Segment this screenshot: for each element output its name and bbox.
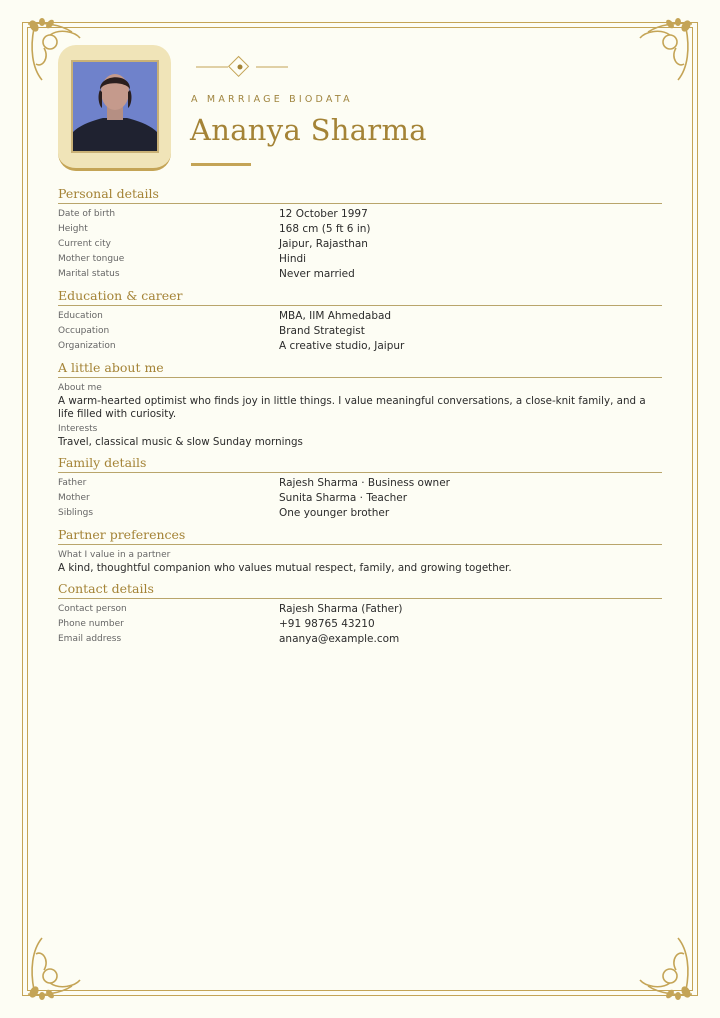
- section-contact-details: [58, 581, 662, 647]
- detail-row: [58, 207, 662, 222]
- diamond-divider-icon: [196, 55, 288, 79]
- section-title: A little about me: [58, 360, 662, 378]
- detail-value: One younger brother: [279, 507, 390, 519]
- detail-row: [58, 222, 662, 237]
- section-title: Personal details: [58, 186, 662, 204]
- detail-label: Mother tongue: [58, 254, 125, 264]
- detail-row: [58, 602, 662, 617]
- detail-label: Education: [58, 311, 103, 321]
- detail-row: [58, 267, 662, 282]
- detail-value: MBA, IIM Ahmedabad: [279, 310, 392, 322]
- detail-value: Sunita Sharma · Teacher: [279, 492, 408, 504]
- detail-row: [58, 252, 662, 267]
- email-value[interactable]: ananya@example.com: [279, 633, 400, 645]
- detail-label: Phone number: [58, 619, 124, 629]
- corner-ornament-icon: [20, 930, 90, 1000]
- about-text: A warm-hearted optimist who finds joy in little things. I value meaningful conversations, a close-knit family, and a life filled with curiosity.: [58, 395, 646, 420]
- corner-ornament-icon: [630, 18, 700, 88]
- detail-value: 12 October 1997: [279, 208, 368, 220]
- detail-value: +91 98765 43210: [279, 618, 375, 630]
- detail-label: Marital status: [58, 269, 120, 279]
- section-title: Contact details: [58, 581, 662, 599]
- detail-value: A creative studio, Jaipur: [279, 340, 405, 352]
- detail-row: [58, 617, 662, 632]
- detail-row: [58, 476, 662, 491]
- detail-row: [58, 339, 662, 354]
- detail-label: Date of birth: [58, 209, 116, 219]
- detail-row: [58, 506, 662, 521]
- section-education-career: [58, 288, 662, 354]
- detail-label: Email address: [58, 634, 122, 644]
- profile-photo: [71, 60, 159, 153]
- detail-label: Father: [58, 478, 87, 488]
- detail-value: Never married: [279, 268, 355, 280]
- detail-label: Height: [58, 224, 88, 234]
- partner-label: What I value in a partner: [58, 550, 171, 560]
- section-partner-preferences: [58, 527, 662, 575]
- detail-value: 168 cm (5 ft 6 in): [279, 223, 371, 235]
- section-about: [58, 360, 662, 449]
- photo-frame-shadow: [58, 150, 171, 171]
- about-label: About me: [58, 383, 102, 393]
- detail-label: Contact person: [58, 604, 127, 614]
- detail-value: Brand Strategist: [279, 325, 365, 337]
- section-title: Family details: [58, 455, 662, 473]
- detail-label: Organization: [58, 341, 116, 351]
- detail-row: [58, 324, 662, 339]
- detail-label: Occupation: [58, 326, 110, 336]
- partner-text: A kind, thoughtful companion who values mutual respect, family, and growing together.: [58, 562, 512, 574]
- person-name: Ananya Sharma: [190, 113, 427, 147]
- corner-ornament-icon: [630, 930, 700, 1000]
- detail-label: Mother: [58, 493, 90, 503]
- interests-label: Interests: [58, 424, 98, 434]
- detail-row: [58, 237, 662, 252]
- name-underline: [191, 163, 251, 166]
- detail-row: [58, 309, 662, 324]
- detail-label: Current city: [58, 239, 111, 249]
- detail-row: [58, 491, 662, 506]
- detail-value: Rajesh Sharma · Business owner: [279, 477, 450, 489]
- section-personal-details: [58, 186, 662, 282]
- section-title: Partner preferences: [58, 527, 662, 545]
- detail-label: Siblings: [58, 508, 94, 518]
- section-family-details: [58, 455, 662, 521]
- interests-text: Travel, classical music & slow Sunday mornings: [58, 436, 303, 448]
- biodata-content: [58, 186, 662, 653]
- detail-row: [58, 632, 662, 647]
- document-subtitle: A MARRIAGE BIODATA: [191, 94, 353, 105]
- detail-value: Jaipur, Rajasthan: [279, 238, 368, 250]
- section-title: Education & career: [58, 288, 662, 306]
- detail-value: Hindi: [279, 253, 307, 265]
- detail-value: Rajesh Sharma (Father): [279, 603, 403, 615]
